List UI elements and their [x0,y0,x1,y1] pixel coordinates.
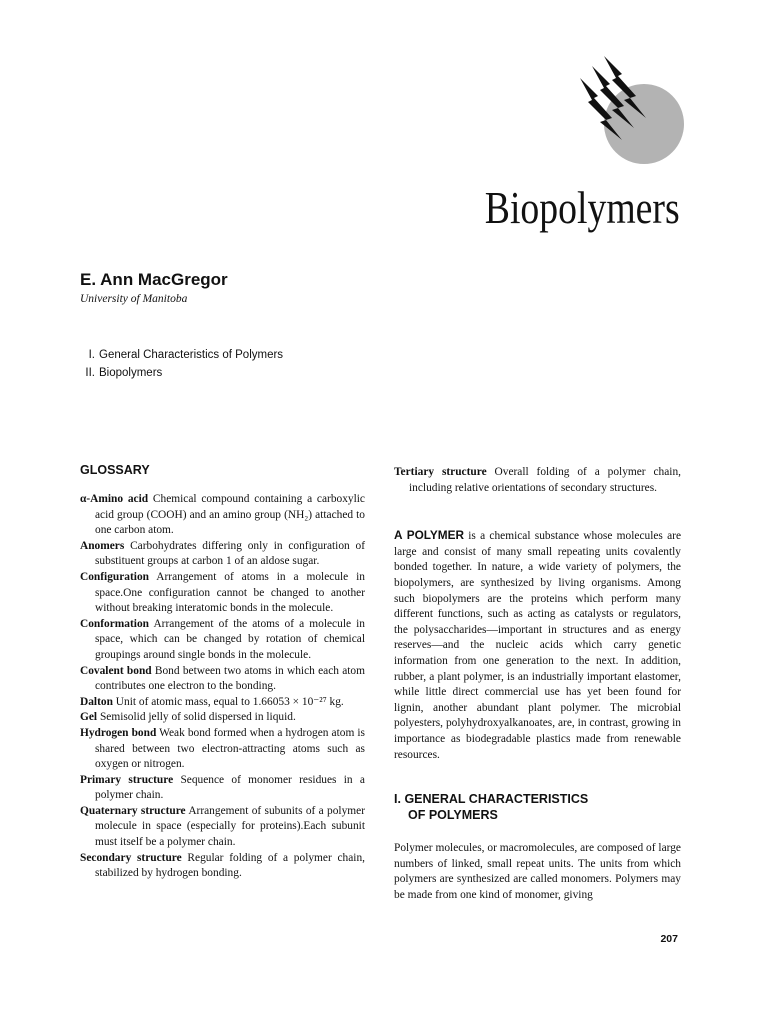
page-number: 207 [660,933,678,945]
glossary-definition: Sequence of monomer residues in a polymer chain. [95,773,365,802]
outline-number: I. [88,349,95,361]
author-name: E. Ann MacGregor [80,270,228,289]
glossary-term: Anomers [80,539,125,552]
intro-paragraph [394,528,681,763]
section-heading-line1: GENERAL CHARACTERISTICS [404,792,589,807]
outline-item [82,346,283,364]
glossary-entry [80,492,365,539]
outline-label: General Characteristics of Polymers [99,349,284,361]
glossary-term: Secondary structure [80,851,182,864]
section-paragraph: Polymer molecules, or macromolecules, are composed of large numbers of linked, small repeat units. The units from which polymers are synthesized are called monomers. Polymers may be made from one kind of monomer, giving [394,842,681,901]
author-affiliation: University of Manitoba [80,293,188,305]
glossary-definition: Arrangement of the atoms of a molecule in space, which can be changed by rotation of chemical groupings around single bonds in the molecule. [95,617,365,661]
glossary-column [80,462,365,882]
body-column [394,465,681,903]
chapter-logo-icon [576,52,684,168]
glossary-definition: Weak bond formed when a hydrogen atom is shared between two electron-attracting atoms such as oxygen or nitrogen. [95,726,365,771]
glossary-term: Quaternary structure [80,804,186,817]
glossary-entry [80,664,365,695]
glossary-entry [80,773,365,804]
glossary-entry [80,726,365,773]
glossary-term: Configuration [80,570,149,583]
section-heading [394,791,681,823]
outline-item [82,364,283,382]
glossary-term: Gel [80,711,98,724]
logo-circle [604,84,684,164]
glossary-heading: GLOSSARY [80,463,150,477]
intro-text: is a chemical substance whose molecules are large and consist of many small repeating units covalently bonded together. In nature, a wide variety of polymers, the biopolymers, are synthesized by living organisms. Among such biopolymers are the proteins which perform many different functions, such as acting as catalysts or regulators, the polysaccharides—important in structures and as energy reserves—and the nucleic acids which carry genetic information from one generation to the next. In addition, rubber, a plant polymer, is an industrially important elastomer, while little direct commercial use has yet been found for lignin, another abundant plant polymer. The microbial polyesters, polyhydroxyalkanoates, are, in contrast, growing in importance as biodegradable plastics made from renewable resources. [394,530,681,761]
glossary-definition: Arrangement of subunits of a polymer molecule in space (especially for proteins).Each subunit must itself be a polymer chain. [95,804,365,849]
glossary-term: Covalent bond [80,664,152,677]
glossary-entry [394,465,681,496]
glossary-term: α-Amino acid [80,493,149,505]
section-number: I. [394,792,401,807]
chapter-title: Biopolymers [485,182,680,233]
intro-lead: A POLYMER [394,528,465,543]
glossary-entry [80,570,365,617]
glossary-entry [80,617,365,664]
chapter-outline [82,346,283,382]
glossary-definition: Arrangement of atoms in a molecule in space.One configuration cannot be changed to another without breaking interatomic bonds in the molecule. [95,570,365,615]
outline-number: II. [85,367,95,379]
glossary-definition: Regular folding of a polymer chain, stabilized by hydrogen bonding. [95,851,366,880]
glossary-entry [80,695,365,711]
glossary-definition: Unit of atomic mass, equal to 1.66053 × 10⁻²⁷ kg. [115,695,344,708]
glossary-term: Conformation [80,617,149,630]
glossary-term: Primary structure [80,773,174,786]
glossary-definition: Bond between two atoms in which each atom contributes one electron to the bonding. [95,664,365,693]
section-heading-line2: OF POLYMERS [408,808,498,823]
glossary-term: Hydrogen bond [80,726,157,739]
glossary-definition: Carbohydrates differing only in configuration of substituent groups at carbon 1 of an aldose sugar. [95,539,365,568]
glossary-entry [80,539,365,570]
glossary-entry [80,710,365,726]
glossary-term: Dalton [80,695,113,708]
glossary-definition: Overall folding of a polymer chain, including relative orientations of secondary structures. [409,466,681,494]
glossary-entry [80,804,365,851]
outline-label: Biopolymers [99,367,163,379]
glossary-definition: Semisolid jelly of solid dispersed in liquid. [99,711,296,724]
glossary-entry [80,851,365,882]
glossary-term: Tertiary structure [394,466,487,478]
glossary-definition: Chemical compound containing a carboxylic acid group (COOH) and an amino group (NH₂) attached to one carbon atom. [95,493,365,537]
